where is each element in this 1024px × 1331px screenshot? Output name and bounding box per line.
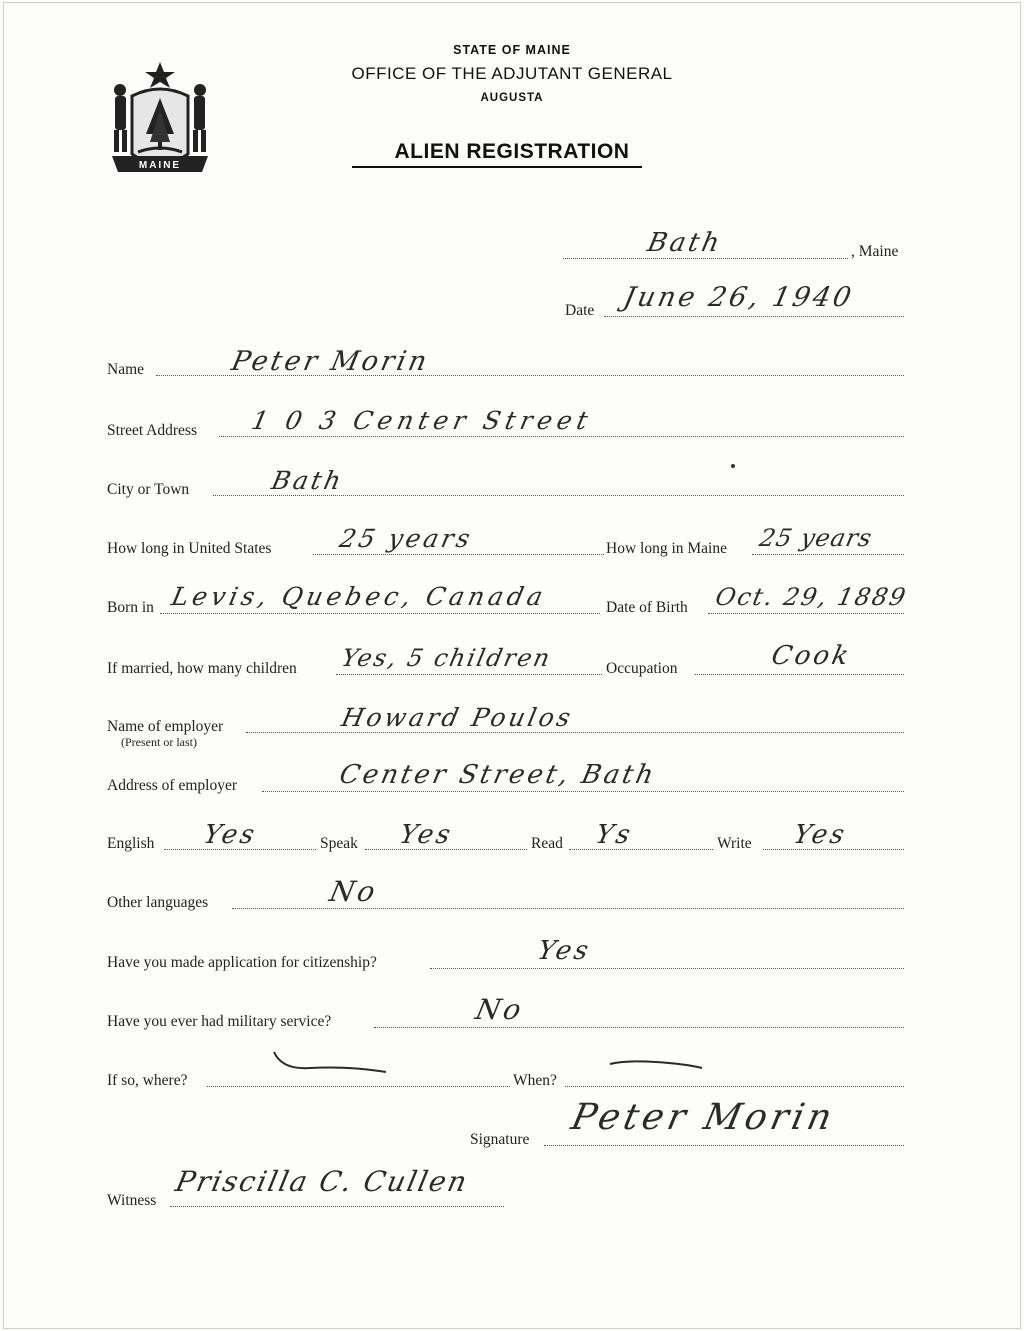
speak-label: Speak: [320, 835, 358, 852]
header-city: AUGUSTA: [480, 92, 544, 104]
children-value: Yes, 5 children: [339, 644, 555, 672]
header-office: OFFICE OF THE ADJUTANT GENERAL: [351, 64, 673, 83]
born-value: Levis, Quebec, Canada: [168, 582, 550, 611]
speak-value: Yes: [396, 820, 456, 850]
city-label: City or Town: [107, 481, 190, 498]
military-value: No: [472, 993, 527, 1026]
maine-label: How long in Maine: [606, 540, 727, 557]
read-line: [569, 849, 713, 850]
citizenship-line: [430, 968, 904, 969]
dob-value: Oct. 29, 1889: [713, 583, 910, 611]
other-languages-value: No: [326, 875, 381, 908]
date-line: [604, 316, 904, 317]
dob-label: Date of Birth: [606, 599, 688, 616]
employer-sublabel: (Present or last): [121, 735, 197, 749]
street-label: Street Address: [107, 422, 197, 439]
town-suffix: , Maine: [851, 243, 899, 260]
street-value: 1 0 3 Center Street: [248, 406, 596, 435]
employer-label: Name of employer: [107, 718, 224, 735]
city-line: [213, 495, 904, 496]
us-label: How long in United States: [107, 540, 272, 557]
read-label: Read: [531, 835, 563, 852]
where-line: [207, 1086, 510, 1087]
employer-line: [246, 732, 904, 733]
english-value: Yes: [200, 820, 260, 850]
signature-value: Peter Morin: [567, 1097, 840, 1138]
witness-line: [170, 1206, 504, 1207]
other-languages-line: [232, 908, 904, 909]
occupation-value: Cook: [768, 641, 855, 671]
employer-address-value: Center Street, Bath: [336, 760, 659, 790]
dob-line: [708, 613, 904, 614]
street-line: [219, 436, 904, 437]
town-value: Bath: [644, 228, 726, 258]
children-label: If married, how many children: [107, 660, 297, 677]
witness-value: Priscilla C. Cullen: [172, 1165, 472, 1198]
maine-line: [752, 554, 904, 555]
date-value: June 26, 1940: [620, 282, 857, 313]
military-label: Have you ever had military service?: [107, 1013, 332, 1030]
where-label: If so, where?: [107, 1072, 188, 1089]
signature-label: Signature: [470, 1131, 530, 1148]
english-label: English: [107, 835, 155, 852]
name-value: Peter Morin: [228, 346, 433, 377]
us-value: 25 years: [336, 524, 476, 553]
write-label: Write: [717, 835, 752, 852]
ink-speck: [731, 464, 735, 468]
town-line: [563, 258, 848, 259]
date-label: Date: [565, 302, 595, 319]
employer-address-line: [262, 791, 904, 792]
seal-text: MAINE: [138, 160, 182, 171]
employer-address-label: Address of employer: [107, 777, 237, 794]
military-line: [374, 1027, 904, 1028]
write-value: Yes: [790, 820, 850, 850]
other-languages-label: Other languages: [107, 894, 209, 911]
when-line: [565, 1086, 904, 1087]
occupation-line: [695, 674, 904, 675]
state-seal-icon: [104, 60, 216, 188]
occupation-label: Occupation: [606, 660, 678, 677]
children-line: [336, 674, 602, 675]
where-dash-stroke: [270, 1048, 390, 1078]
name-label: Name: [107, 361, 145, 378]
form-title: ALIEN REGISTRATION: [394, 140, 630, 163]
employer-value: Howard Poulos: [338, 703, 576, 732]
born-line: [160, 613, 600, 614]
us-line: [313, 554, 604, 555]
header-state: STATE OF MAINE: [453, 43, 571, 57]
title-underline: [352, 166, 642, 168]
city-value: Bath: [268, 466, 347, 495]
signature-line: [544, 1145, 904, 1146]
read-value: Ys: [592, 820, 636, 850]
when-label: When?: [513, 1072, 557, 1089]
citizenship-label: Have you made application for citizenship?: [107, 954, 377, 971]
when-dash-stroke: [606, 1056, 706, 1076]
citizenship-value: Yes: [534, 936, 594, 966]
witness-label: Witness: [107, 1192, 157, 1209]
maine-value: 25 years: [757, 524, 876, 552]
born-label: Born in: [107, 599, 154, 616]
